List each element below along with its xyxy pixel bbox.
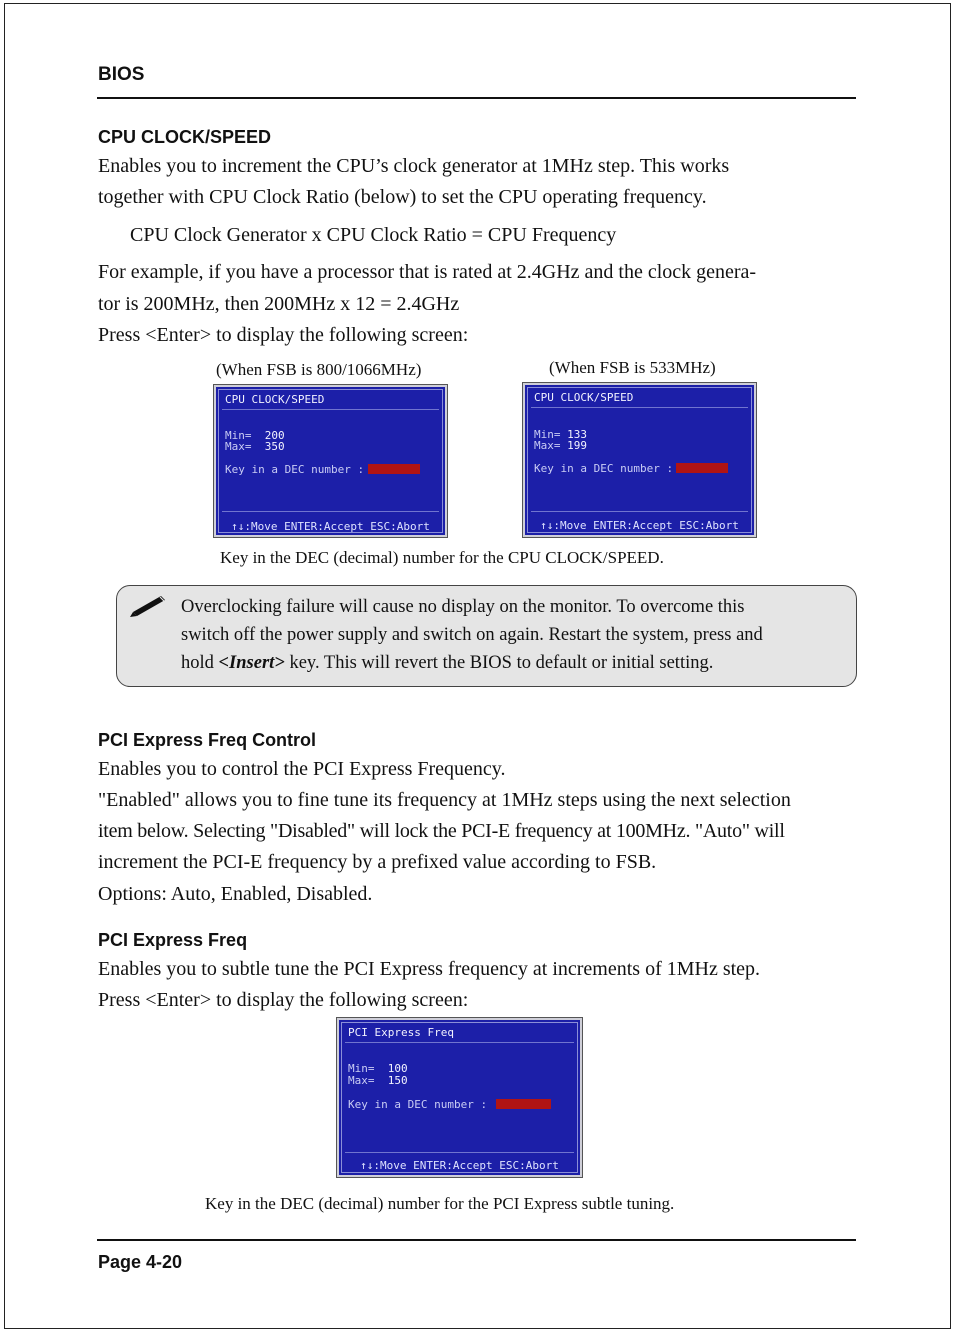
- bios-screen-title: CPU CLOCK/SPEED: [534, 391, 634, 404]
- pcie-control-line1: Enables you to control the PCI Express Frequency.: [98, 758, 506, 780]
- pcie-screen-caption: Key in the DEC (decimal) number for the PCI Express subtle tuning.: [205, 1194, 675, 1213]
- dec-number-input[interactable]: [368, 464, 420, 474]
- pcie-control-line4: increment the PCI-E frequency by a prefixed value according to FSB.: [98, 851, 657, 873]
- cpu-press-enter: Press <Enter> to display the following screen:: [98, 324, 469, 346]
- bios-max-value: 150: [387, 1074, 408, 1087]
- pcie-control-heading: PCI Express Freq Control: [98, 730, 317, 750]
- bios-min-row: Min= 100: [348, 1062, 408, 1075]
- cpu-para1-line1: Enables you to increment the CPU’s clock generator at 1MHz step. This works: [98, 155, 730, 177]
- note-text: Overclocking failure will cause no display on the monitor. To overcome this switch off the power supply and switch on again. Restart the system, press and hold <Insert> key. This will revert the BIOS to default or initial setting.: [181, 597, 763, 673]
- dec-number-input[interactable]: [676, 463, 728, 473]
- bios-footer-keys: ↑↓:Move ENTER:Accept ESC:Abort: [231, 520, 430, 533]
- header-rule: [97, 97, 856, 99]
- pcie-control-line2: "Enabled" allows you to fine tune its frequency at 1MHz steps using the next selection: [98, 789, 791, 811]
- bios-prompt: Key in a DEC number :: [225, 463, 365, 476]
- bios-max-row: Max= 150: [348, 1074, 408, 1087]
- page-number: Page 4-20: [98, 1252, 183, 1272]
- bios-screen-title: CPU CLOCK/SPEED: [225, 393, 325, 406]
- bios-screen-pcie-freq: [337, 1018, 582, 1177]
- cpu-para2-line2: tor is 200MHz, then 200MHz x 12 = 2.4GHz: [98, 293, 460, 315]
- bios-min-value: 133: [567, 428, 587, 441]
- bios-footer-keys: ↑↓:Move ENTER:Accept ESC:Abort: [360, 1159, 559, 1172]
- pcie-control-options: Options: Auto, Enabled, Disabled.: [98, 883, 373, 905]
- cpu-para1-line2: together with CPU Clock Ratio (below) to set the CPU operating frequency.: [98, 186, 707, 208]
- bios-min-value: 200: [264, 429, 285, 442]
- pcie-freq-heading: PCI Express Freq: [98, 930, 248, 950]
- bios-screen-cpu-533: [523, 383, 756, 537]
- bios-max-row: Max= 199: [534, 439, 587, 452]
- bios-max-value: 350: [264, 440, 285, 453]
- overclock-note: [116, 585, 857, 687]
- insert-key: <Insert>: [218, 653, 285, 673]
- bios-min-row: Min= 133: [534, 428, 587, 441]
- bios-screen-cpu-800: [214, 385, 447, 537]
- bios-prompt: Key in a DEC number :: [534, 462, 674, 475]
- bios-footer-keys: ↑↓:Move ENTER:Accept ESC:Abort: [540, 519, 739, 532]
- pcie-freq-line1: Enables you to subtle tune the PCI Express frequency at increments of 1MHz step.: [98, 958, 761, 980]
- pencil-icon: [127, 592, 171, 618]
- cpu-clock-heading: CPU CLOCK/SPEED: [98, 127, 272, 147]
- bios-prompt: Key in a DEC number :: [348, 1098, 488, 1111]
- caption-fsb-533: (When FSB is 533MHz): [549, 358, 716, 377]
- pcie-control-line3: item below. Selecting "Disabled" will lock the PCI-E frequency at 100MHz. "Auto" will: [98, 820, 785, 842]
- bios-max-row: Max= 350: [225, 440, 285, 453]
- cpu-screen-caption: Key in the DEC (decimal) number for the CPU CLOCK/SPEED.: [220, 548, 664, 567]
- cpu-formula: CPU Clock Generator x CPU Clock Ratio = CPU Frequency: [130, 224, 617, 246]
- bios-screen-title: PCI Express Freq: [348, 1026, 454, 1039]
- dec-number-input[interactable]: [496, 1099, 551, 1109]
- cpu-para2-line1: For example, if you have a processor that is rated at 2.4GHz and the clock genera-: [98, 261, 757, 283]
- pcie-freq-press-enter: Press <Enter> to display the following screen:: [98, 989, 469, 1011]
- footer-rule: [97, 1239, 856, 1241]
- bios-min-row: Min= 200: [225, 429, 285, 442]
- caption-fsb-800: (When FSB is 800/1066MHz): [216, 360, 422, 379]
- section-title: BIOS: [98, 64, 145, 85]
- bios-min-value: 100: [387, 1062, 408, 1075]
- bios-max-value: 199: [567, 439, 587, 452]
